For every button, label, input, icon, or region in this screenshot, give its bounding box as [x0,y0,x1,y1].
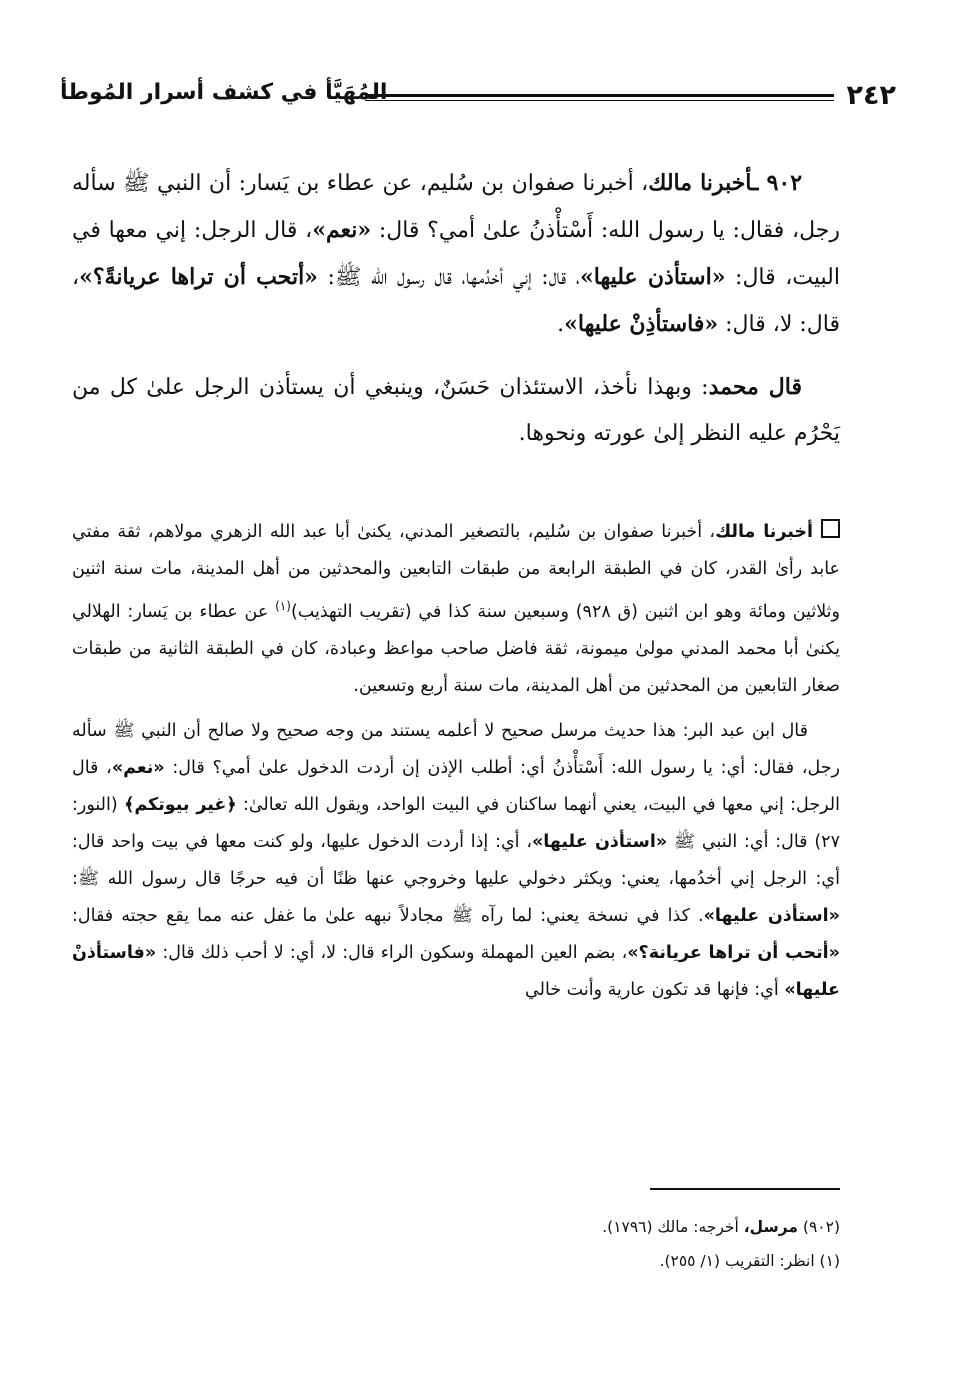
prophet-quote: «استأذن عليها» [580,264,726,290]
footnote-separator [650,1188,840,1190]
prophet-quote: «نعم» [111,757,165,778]
running-title: المُهَيَّأ في كشف أسرار المُوطأ [60,80,388,105]
prophet-quote: «استأذن عليها» [703,905,840,926]
footnote-ref: (١) [275,599,291,613]
prophet-quote: «استأذن عليها» [531,831,668,852]
muhammad-lead: قال محمد [708,374,802,400]
commentary-text: ، بضم العين المهملة وسكون الراء قال: لا، أي: لا أحب ذلك قال: [162,942,628,963]
page-header [60,78,896,118]
hadith-text-part: ، قال الرجل: إني معها في البيت، قال: [72,218,840,290]
commentary-text: أي: فإنها قد تكون عارية وأنت خالي [525,979,779,1000]
commentary [72,514,840,1017]
commentary-paragraph [72,713,840,1009]
muhammad-text: : وبهذا نأخذ، الاستئذان حَسَنٌ، وينبغي أن يستأذن الرجل علىٰ كل من يَحْرُم عليه النظر إلىٰ عورته ونحوها. [72,375,840,446]
commentary-text: ، قال الرجل: إني معها في البيت، يعني أنهما ساكنان في البيت الواحد، ويقول الله تعالىٰ: [72,757,840,815]
footnote-grade: مرسل، [743,1218,798,1236]
hadith-paragraph [72,160,840,348]
hadith-text [72,160,840,473]
hadith-text-part: . [557,312,565,337]
hadith-text-part: ، قال: لا، قال: [72,265,840,337]
narrator-lead: أخبرنا مالك [648,170,753,196]
footnote [300,1210,840,1244]
prophet-quote: «نعم» [312,217,372,243]
hadith-text-part: ، أخبرنا صفوان بن سُليم، عن عطاء بن يَسار: أن النبي ﷺ سأله رجل، فقال: يا رسول الله: أَسْتأْذنُ علىٰ أمي؟ قال: [72,171,840,243]
box-marker-icon [821,519,840,538]
page-number: ٢٤٢ [846,80,896,111]
muhammad-paragraph [72,364,840,457]
header-rule [365,94,834,101]
prophet-quote: «فاستأذنْ عليها» [72,942,840,1000]
commentary-text: ، أي: إذا أردت الدخول عليها، ولو كنت معها في بيت واحد قال: أي: الرجل إني أخدُمها، يعني: ويكثر دخولي عليها وخروجي عنها ظنًا أن فيه حرجًا قال رسول الله ﷺ: [72,831,840,889]
commentary-lead: أخبرنا مالك [715,522,813,542]
commentary-text: عن عطاء بن يَسار: الهلالي يكنىٰ أبا محمد المدني مولىٰ ميمونة، ثقة فاضل صاحب مواعظ وعبادة، كان في الطبقة الثانية من طبقات صغار التابعين من المحدثين من أهل المدينة، مات سنة أربع وتسعين. [72,601,840,696]
footnote: (١) انظر: التقريب (١/ ٢٥٥). [659,1252,840,1270]
prophet-quote: «أتحب أن تراها عريانة؟» [627,942,840,963]
commentary-text: قال ابن عبد البر: هذا حديث مرسل صحيح لا أعلمه يستند من وجه صحيح ولا صالح أن النبي ﷺ سأله رجل، فقال: أي: يا رسول الله: أَسْتأْذنُ أي: أطلب الإذن إن أردت الدخول علىٰ أمي؟ قال: [72,720,840,778]
footnotes [300,1210,840,1278]
quran-quote: ﴿غير بيوتكم﴾ [124,794,237,815]
footnote-text: أخرجه: مالك (١٧٩٦). [602,1218,739,1236]
footnote-number: (٩٠٢) [802,1218,840,1236]
prophet-quote: «فاستأذِنْ عليها» [564,311,719,337]
prophet-quote: «أتحب أن تراها عريانةً؟» [79,264,318,290]
commentary-text: ، أخبرنا صفوان بن سُليم، بالتصغير المدني، يكنىٰ أبا عبد الله الزهري مولاهم، ثقة مفتي عابد رأىٰ القدر، كان في الطبقة الرابعة من طبقات التابعين والمحدثين من أهل المدينة، مات سنة اثنين وثلاثين ومائة وهو ابن اثنين (ق ٩٢٨) وسبعين سنة كذا في (تقريب التهذيب) [72,522,840,622]
commentary-paragraph [72,514,840,705]
hadith-number: ٩٠٢ ـ [752,170,803,196]
commentary-text: . كذا في نسخة يعني: لما رآه ﷺ مجادلاً نبهه علىٰ ما غفل عنه مما يقع حجته فقال: [72,905,704,926]
commentary-text: (النور: ٢٧) قال: أي: النبي ﷺ [72,794,840,852]
hadith-text-part: ، قال: إني أخدُمها، قال رسول الله ﷺ: [327,265,581,290]
